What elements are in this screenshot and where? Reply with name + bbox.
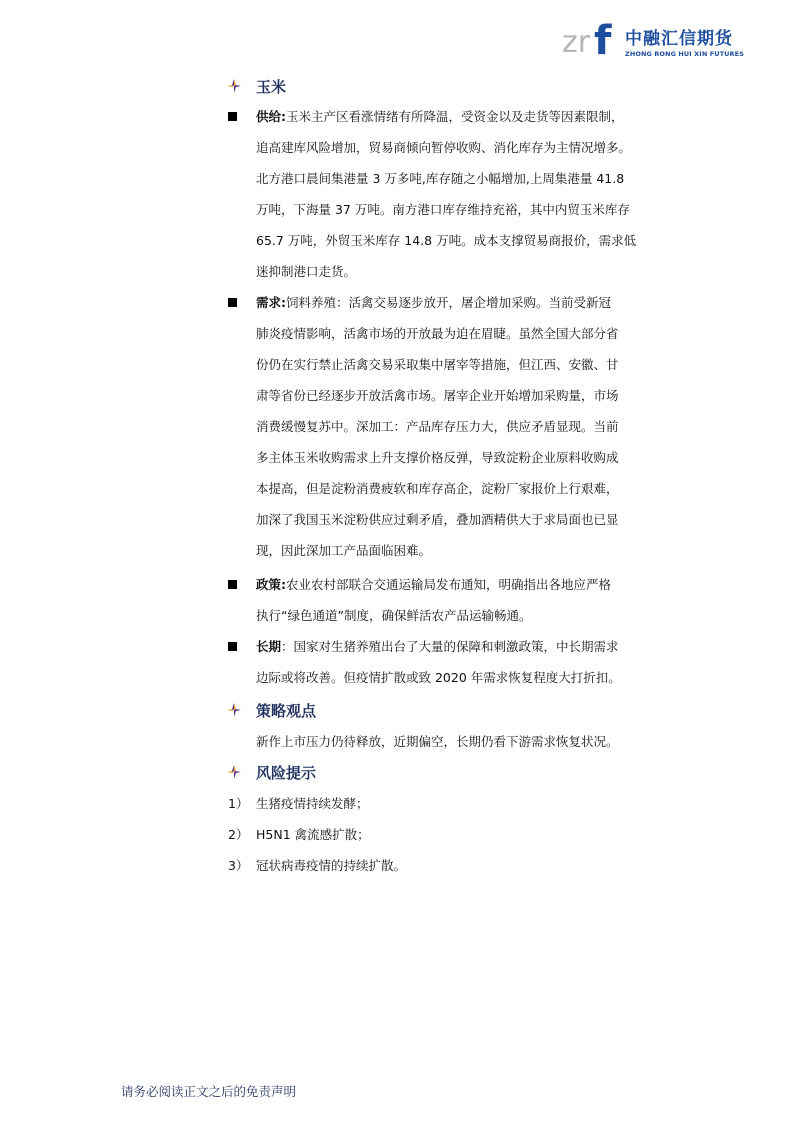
text-line: ：国家对生猪养殖出台了大量的保障和刺激政策，中长期需求 (281, 639, 619, 654)
text-line: 肃等省份已经逐步开放活禽市场。屠宰企业开始增加采购量，市场 (256, 388, 619, 403)
logo-chinese-name: 中融汇信期货 (625, 29, 733, 49)
list-text: 生猪疫情持续发酵； (256, 796, 369, 811)
text-line: 玉米主产区看涨情绪有所降温，受资金以及走货等因素限制， (286, 109, 624, 124)
list-text: H5N1 禽流感扩散； (256, 827, 370, 842)
strategy-paragraph (256, 726, 666, 757)
list-item (228, 825, 370, 845)
list-item (228, 794, 369, 814)
footer-disclaimer: 请务必阅读正文之后的免责声明 (121, 1084, 297, 1099)
company-logo (562, 18, 762, 62)
text-line: 65.7 万吨，外贸玉米库存 14.8 万吨。成本支撑贸易商报价，需求低 (256, 233, 637, 248)
section-heading-risk (226, 761, 316, 783)
supply-paragraph (256, 101, 666, 287)
policy-label: 政策: (256, 577, 286, 592)
text-line: 饲料养殖：活禽交易逐步放开，屠企增加采购。当前受新冠 (286, 295, 612, 310)
zrf-logo-mark-icon (562, 18, 620, 58)
list-number: 1） (228, 796, 249, 811)
section-heading-corn (226, 75, 286, 97)
section-marker-icon (226, 702, 242, 718)
section-title: 策略观点 (256, 701, 317, 720)
policy-paragraph (256, 569, 666, 631)
text-line: 追高建库风险增加，贸易商倾向暂停收购、消化库存为主情况增多。 (256, 140, 632, 155)
text-line: 农业农村部联合交通运输局发布通知，明确指出各地应严格 (286, 577, 612, 592)
bullet-square-icon (228, 298, 237, 307)
logo-english-name: ZHONG RONG HUI XIN FUTURES (625, 50, 744, 58)
text-line: 边际或将改善。但疫情扩散或致 2020 年需求恢复程度大打折扣。 (256, 670, 621, 685)
text-line: 执行“绿色通道”制度，确保鲜活农产品运输畅通。 (256, 608, 532, 623)
text-line: 北方港口晨间集港量 3 万多吨,库存随之小幅增加,上周集港量 41.8 (256, 171, 625, 186)
list-number: 2） (228, 827, 249, 842)
list-item (228, 856, 406, 876)
text-line: 万吨，下海量 37 万吨。南方港口库存维持充裕，其中内贸玉米库存 (256, 202, 630, 217)
section-marker-icon (226, 78, 242, 94)
bullet-square-icon (228, 112, 237, 121)
svg-text:f: f (594, 18, 612, 58)
text-line: 加深了我国玉米淀粉供应过剩矛盾，叠加酒精供大于求局面也已显 (256, 512, 619, 527)
text-line: 本提高，但是淀粉消费疲软和库存高企，淀粉厂家报价上行艰难， (256, 481, 619, 496)
text-line: 现，因此深加工产品面临困难。 (256, 543, 432, 558)
text-line: 新作上市压力仍待释放，近期偏空，长期仍看下游需求恢复状况。 (256, 734, 619, 749)
supply-label: 供给: (256, 109, 286, 124)
bullet-square-icon (228, 580, 237, 589)
longterm-label: 长期 (256, 639, 282, 654)
text-line: 多主体玉米收购需求上升支撑价格反弹，导致淀粉企业原料收购成 (256, 450, 619, 465)
bullet-square-icon (228, 642, 237, 651)
demand-paragraph (256, 287, 666, 566)
section-title: 风险提示 (256, 763, 317, 782)
section-marker-icon (226, 764, 242, 780)
longterm-paragraph (256, 631, 666, 693)
svg-text:zr: zr (562, 25, 591, 58)
text-line: 份仍在实行禁止活禽交易采取集中屠宰等措施，但江西、安徽、甘 (256, 357, 619, 372)
demand-label: 需求: (256, 295, 286, 310)
list-number: 3） (228, 858, 249, 873)
text-line: 肺炎疫情影响，活禽市场的开放最为迫在眉睫。虽然全国大部分省 (256, 326, 619, 341)
list-text: 冠状病毒疫情的持续扩散。 (256, 858, 407, 873)
text-line: 迷抑制港口走货。 (256, 264, 357, 279)
section-heading-strategy (226, 699, 316, 721)
section-title: 玉米 (256, 77, 287, 96)
text-line: 消费缓慢复苏中。深加工：产品库存压力大，供应矛盾显现。当前 (256, 419, 619, 434)
